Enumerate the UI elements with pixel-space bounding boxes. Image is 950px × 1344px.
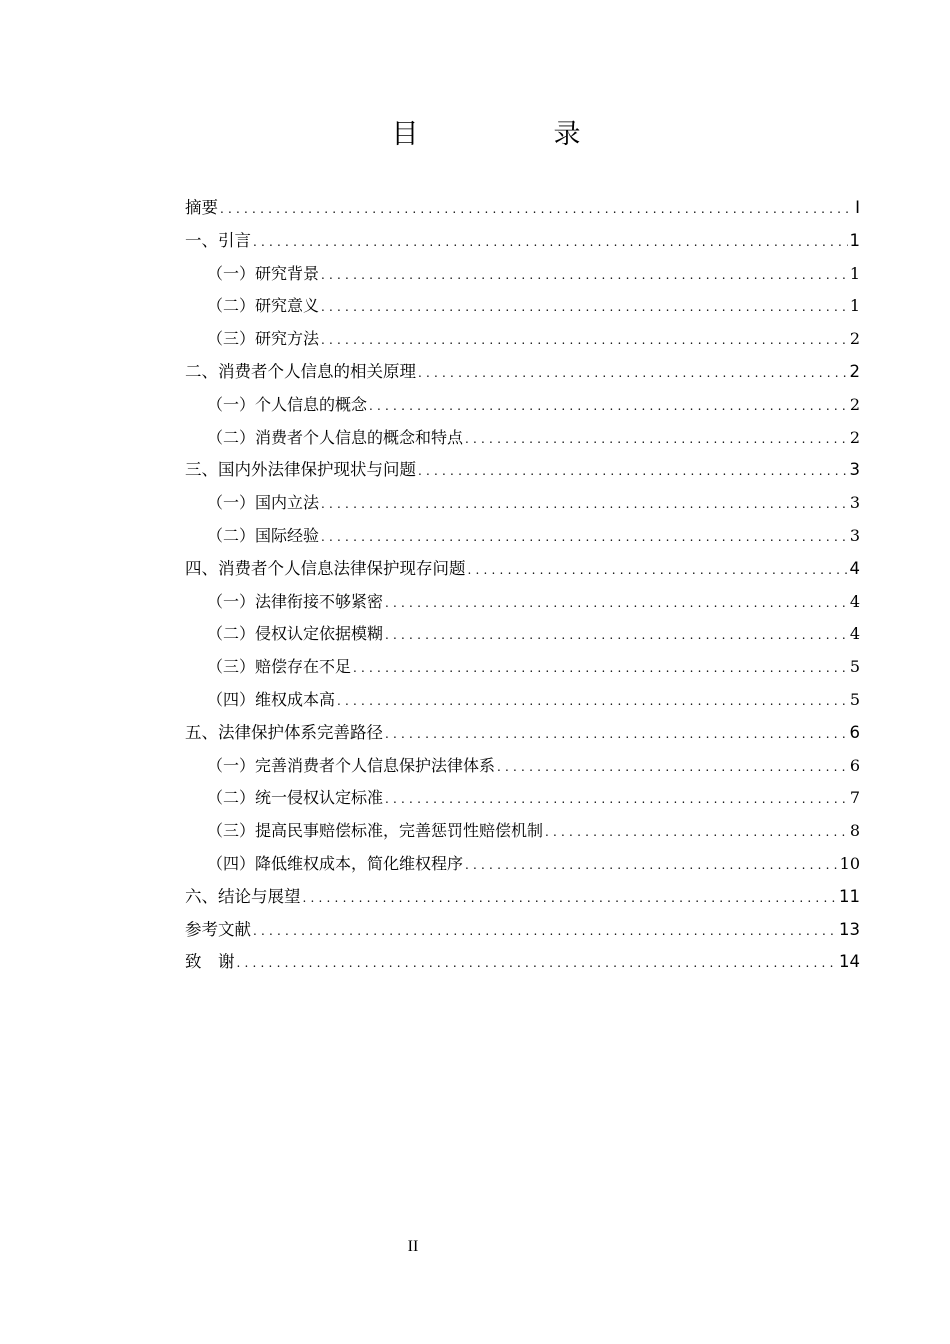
toc-entry-page: 2 [849, 361, 860, 381]
toc-entry-page: 13 [839, 919, 860, 939]
dot-leader [465, 849, 838, 882]
toc-subentry[interactable] [185, 422, 860, 455]
dot-leader [418, 357, 848, 390]
dot-leader [220, 193, 853, 226]
toc-entry-page: 2 [849, 329, 860, 349]
toc-entry-label: 参考文献 [185, 919, 251, 939]
dot-leader [353, 652, 848, 685]
toc-entry-label: 一、引言 [185, 230, 251, 250]
toc-subentry[interactable] [185, 258, 860, 291]
dot-leader [321, 291, 848, 324]
dot-leader [385, 718, 848, 751]
dot-leader [418, 455, 848, 488]
toc-entry-label: （一）个人信息的概念 [207, 394, 368, 414]
toc-entry-label: 四、消费者个人信息法律保护现存问题 [185, 558, 466, 578]
toc-entry-page: 2 [849, 394, 860, 414]
toc-subentry[interactable] [185, 815, 860, 848]
toc-entry[interactable] [185, 454, 860, 487]
toc-entry-page: 3 [849, 493, 860, 513]
dot-leader [321, 324, 848, 357]
toc-subentry[interactable] [185, 651, 860, 684]
toc-entry-label: （一）完善消费者个人信息保护法律体系 [207, 755, 496, 775]
dot-leader [545, 816, 848, 849]
dot-leader [385, 783, 848, 816]
toc-entry-label: 六、结论与展望 [185, 886, 301, 906]
toc-entry-page: 2 [849, 427, 860, 447]
toc-entry-label: （二）研究意义 [207, 296, 320, 316]
toc-entry-page: 4 [849, 558, 860, 578]
toc-entry-label: （二）侵权认定依据模糊 [207, 624, 384, 644]
toc-entry-page: 14 [839, 952, 860, 972]
toc-entry-page: 3 [849, 460, 860, 480]
toc-entry-label: （三）提高民事赔偿标准，完善惩罚性赔偿机制 [207, 821, 544, 841]
toc-entry-label: （四）维权成本高 [207, 689, 336, 709]
toc-entry-page: 7 [849, 788, 860, 808]
toc-entry-page: I [855, 198, 860, 217]
page-number-footer: II [407, 1238, 419, 1255]
dot-leader [465, 423, 848, 456]
toc-entry-label: （三）赔偿存在不足 [207, 657, 352, 677]
toc-entry-page: 4 [849, 591, 860, 611]
toc-subentry[interactable] [185, 323, 860, 356]
dot-leader [253, 915, 837, 948]
toc-entry-label: （二）统一侵权认定标准 [207, 788, 384, 808]
dot-leader [321, 259, 848, 292]
toc-entry[interactable] [185, 356, 860, 389]
toc-entry-label: （二）消费者个人信息的概念和特点 [207, 427, 464, 447]
toc-subentry[interactable] [185, 618, 860, 651]
toc-entry-page: 5 [849, 689, 860, 709]
toc-entry-label: 致 谢 [185, 952, 235, 972]
dot-leader [321, 521, 848, 554]
toc-subentry[interactable] [185, 782, 860, 815]
dot-leader [253, 226, 848, 259]
toc-subentry[interactable] [185, 684, 860, 717]
toc-entry-page: 5 [849, 657, 860, 677]
toc-subentry[interactable] [185, 389, 860, 422]
toc-entry-page: 1 [849, 263, 860, 283]
dot-leader [321, 488, 848, 521]
toc-subentry[interactable] [185, 586, 860, 619]
toc-entry-page: 1 [849, 296, 860, 316]
toc-entry[interactable] [185, 717, 860, 750]
toc-entry-page: 11 [839, 886, 860, 906]
dot-leader [497, 751, 848, 784]
toc-entry[interactable] [185, 553, 860, 586]
toc-entry-page: 10 [839, 853, 860, 873]
toc-entry-label: 五、法律保护体系完善路径 [185, 722, 383, 742]
toc-subentry[interactable] [185, 520, 860, 553]
toc-entry-page: 3 [849, 525, 860, 545]
toc-subentry[interactable] [185, 848, 860, 881]
toc-entry[interactable] [185, 946, 860, 979]
dot-leader [237, 947, 838, 980]
toc-entry-page: 6 [849, 722, 860, 742]
toc-entry[interactable] [185, 192, 860, 225]
toc-subentry[interactable] [185, 487, 860, 520]
toc-entry-label: （一）法律衔接不够紧密 [207, 591, 384, 611]
toc-entry-label: （一）国内立法 [207, 493, 320, 513]
toc-entry-page: 8 [849, 821, 860, 841]
toc-entry-page: 6 [849, 755, 860, 775]
table-of-contents [185, 192, 860, 979]
toc-entry-label: 三、国内外法律保护现状与问题 [185, 460, 416, 480]
dot-leader [468, 554, 848, 587]
toc-subentry[interactable] [185, 290, 860, 323]
toc-entry[interactable] [185, 881, 860, 914]
toc-entry-label: 二、消费者个人信息的相关原理 [185, 361, 416, 381]
dot-leader [369, 390, 848, 423]
toc-entry[interactable] [185, 914, 860, 947]
toc-entry[interactable] [185, 225, 860, 258]
page-title: 目 录 [391, 119, 635, 150]
toc-entry-label: （一）研究背景 [207, 263, 320, 283]
toc-entry-page: 4 [849, 624, 860, 644]
toc-subentry[interactable] [185, 750, 860, 783]
dot-leader [385, 619, 848, 652]
dot-leader [303, 882, 838, 915]
toc-entry-label: （二）国际经验 [207, 525, 320, 545]
toc-entry-page: 1 [849, 230, 860, 250]
toc-entry-label: （三）研究方法 [207, 329, 320, 349]
toc-entry-label: 摘要 [185, 198, 218, 217]
toc-entry-label: （四）降低维权成本，简化维权程序 [207, 853, 464, 873]
dot-leader [337, 685, 848, 718]
dot-leader [385, 587, 848, 620]
